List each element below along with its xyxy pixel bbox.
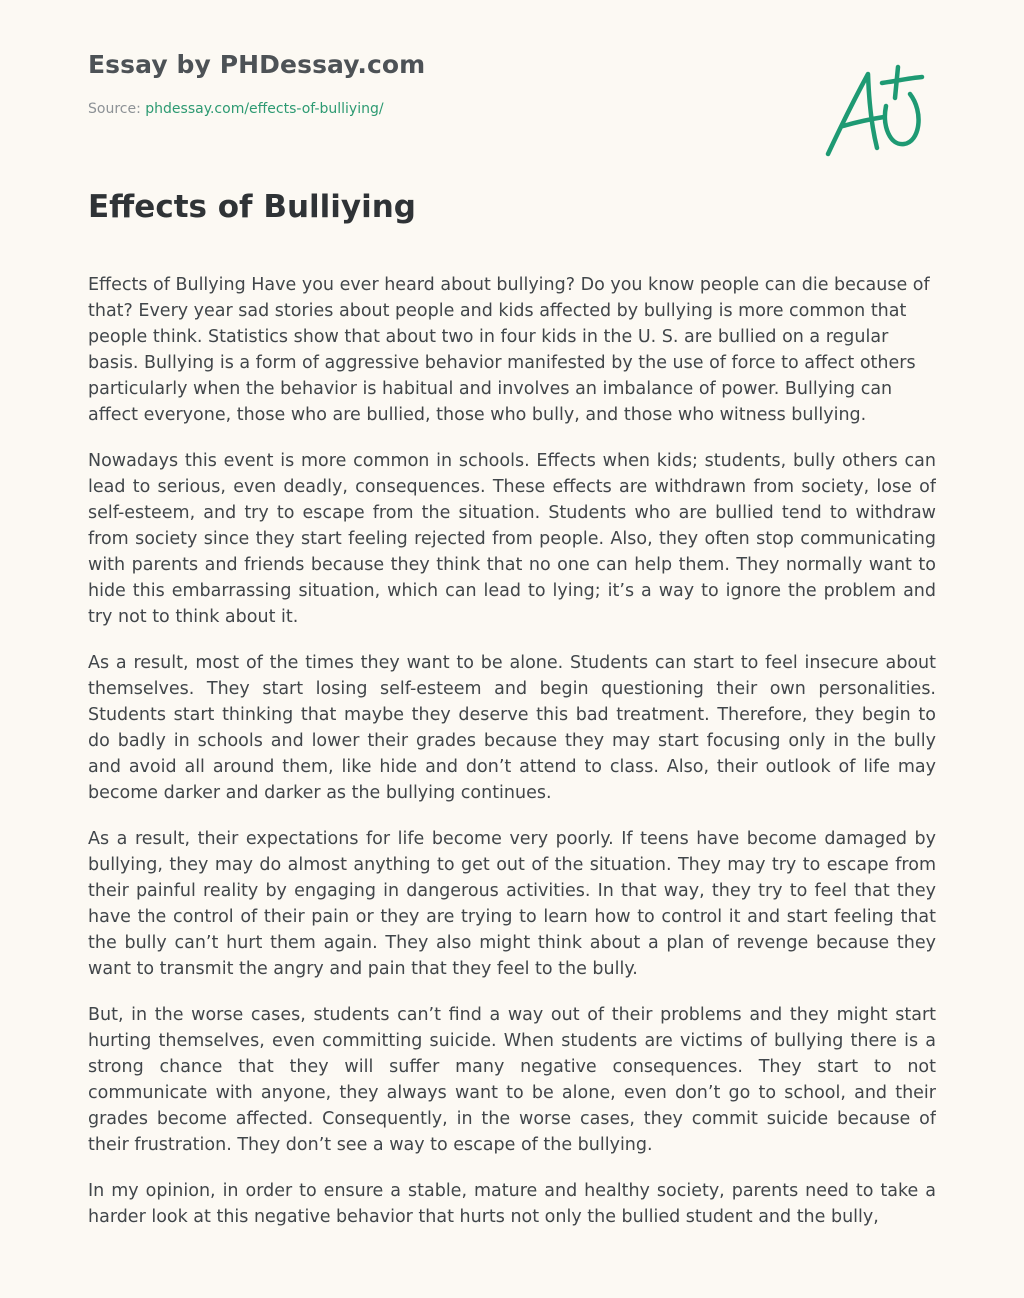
essay-paragraph-6: In my opinion, in order to ensure a stable, mature and healthy society, parents need to take a harder look at this negative behavior that hurts not only the bullied student and the bully, — [88, 1181, 936, 1227]
essay-paragraph-4: As a result, their expectations for life become very poorly. If teens have become damaged by bullying, they may do almost anything to get out of the situation. They may try to escape from their painful reality by engaging in dangerous activities. In that way, they try to feel that they have the control of their pain or they are trying to learn how to control it and start feeling that the bully can’t hurt them again. They also might think about a plan of revenge because they want to transmit the angry and pain that they feel to the bully. — [88, 829, 936, 979]
essay-paragraph-5: But, in the worse cases, students can’t find a way out of their problems and they might start hurting themselves, even committing suicide. When students are victims of bullying there is a strong chance that they will suffer many negative consequences. They start to not communicate with anyone, they always want to be alone, even don’t go to school, and their grades become affected. Consequently, in the worse cases, they commit suicide because of their frustration. They don’t see a way to escape of the bullying. — [88, 1005, 936, 1155]
essay-body — [88, 272, 936, 1298]
source-link[interactable]: phdessay.com/effects-of-bulliying/ — [145, 101, 384, 117]
essay-paragraph-2: Nowadays this event is more common in schools. Effects when kids; students, bully others can lead to serious, even deadly, consequences. These effects are withdrawn from society, lose of self-esteem, and try to escape from the situation. Students who are bullied tend to withdraw from society since they start feeling rejected from people. Also, they often stop communicating with parents and friends because they think that no one can help them. They normally want to hide this embarrassing situation, which can lead to lying; it’s a way to ignore the problem and try not to think about it. — [88, 451, 936, 627]
essay-paragraph-1: Effects of Bullying Have you ever heard about bullying? Do you know people can die because of that? Every year sad stories about people and kids affected by bullying is more common that people think. Statistics show that about two in four kids in the U. S. are bullied on a regular basis. Bullying is a form of aggressive behavior manifested by the use of force to affect others particularly when the behavior is habitual and involves an imbalance of power. Bullying can affect everyone, those who are bullied, those who bully, and those who witness bullying. — [88, 275, 930, 425]
a-plus-logo-icon — [822, 64, 926, 160]
source-label: Source: — [88, 101, 146, 117]
source-line — [88, 101, 384, 117]
site-brand: Essay by PHDessay.com — [88, 50, 426, 79]
essay-title: Effects of Bulliying — [88, 189, 416, 225]
essay-paragraph-3: As a result, most of the times they want to be alone. Students can start to feel insecure about themselves. They start losing self-esteem and begin questioning their own personalities. Students start thinking that maybe they deserve this bad treatment. Therefore, they begin to do badly in schools and lower their grades because they may start focusing only in the bully and avoid all around them, like hide and don’t attend to class. Also, their outlook of life may become darker and darker as the bullying continues. — [88, 653, 936, 803]
